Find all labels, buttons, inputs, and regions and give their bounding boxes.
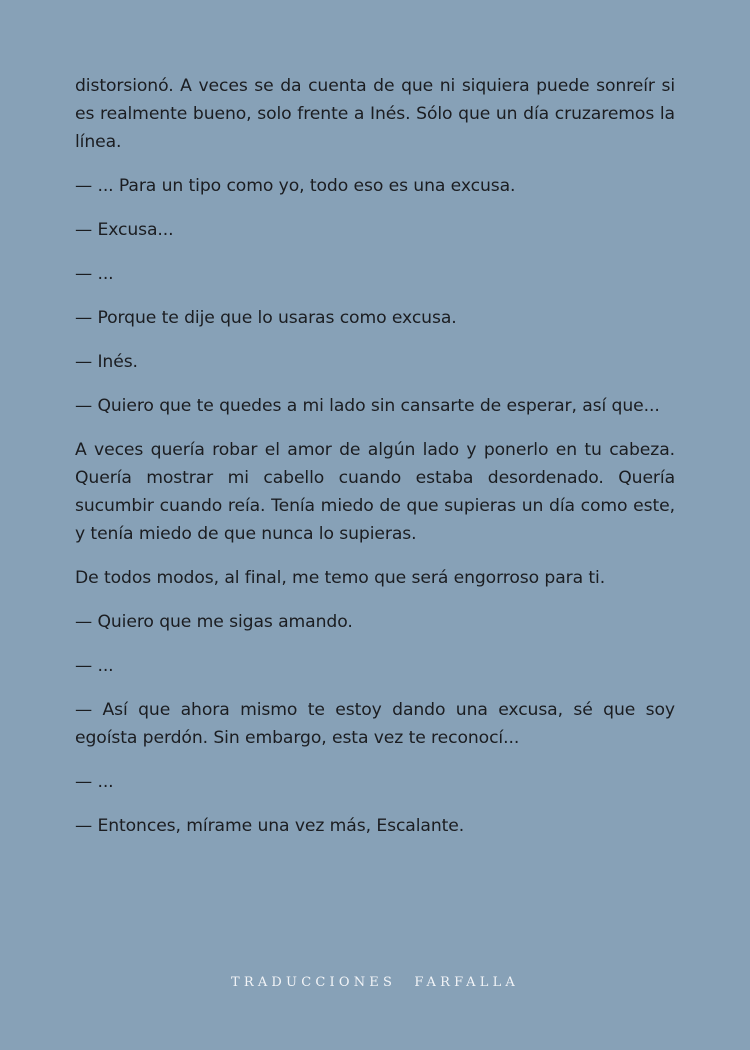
page-footer-credit: TRADUCCIONES FARFALLA xyxy=(230,975,519,990)
paragraph-narration: A veces quería robar el amor de algún lado y ponerlo en tu cabeza. Quería mostrar mi cabello cuando estaba desordenado. Quería sucumbir cuando reía. Tenía miedo de que supieras un día como este, y tenía miedo de que nunca lo supieras. xyxy=(75,440,675,544)
page-body xyxy=(75,72,675,856)
paragraph-dialogue: — Porque te dije que lo usaras como excusa. xyxy=(75,308,457,328)
paragraph-narration: De todos modos, al final, me temo que será engorroso para ti. xyxy=(75,568,606,588)
paragraph-narration: distorsionó. A veces se da cuenta de que ni siquiera puede sonreír si es realmente bueno, solo frente a Inés. Sólo que un día cruzaremos la línea. xyxy=(75,76,675,152)
paragraph-dialogue: — Inés. xyxy=(75,352,138,372)
paragraph-dialogue: — Quiero que te quedes a mi lado sin cansarte de esperar, así que... xyxy=(75,396,660,416)
paragraph-dialogue: — Así que ahora mismo te estoy dando una excusa, sé que soy egoísta perdón. Sin embargo, esta vez te reconocí... xyxy=(75,700,675,748)
paragraph-dialogue: — Quiero que me sigas amando. xyxy=(75,612,353,632)
paragraph-dialogue: — Entonces, mírame una vez más, Escalante. xyxy=(75,816,465,836)
paragraph-dialogue: — ... xyxy=(75,656,114,676)
paragraph-dialogue: — ... xyxy=(75,264,114,284)
paragraph-dialogue: — ... xyxy=(75,772,114,792)
paragraph-dialogue: — Excusa... xyxy=(75,220,174,240)
paragraph-dialogue: — ... Para un tipo como yo, todo eso es una excusa. xyxy=(75,176,516,196)
